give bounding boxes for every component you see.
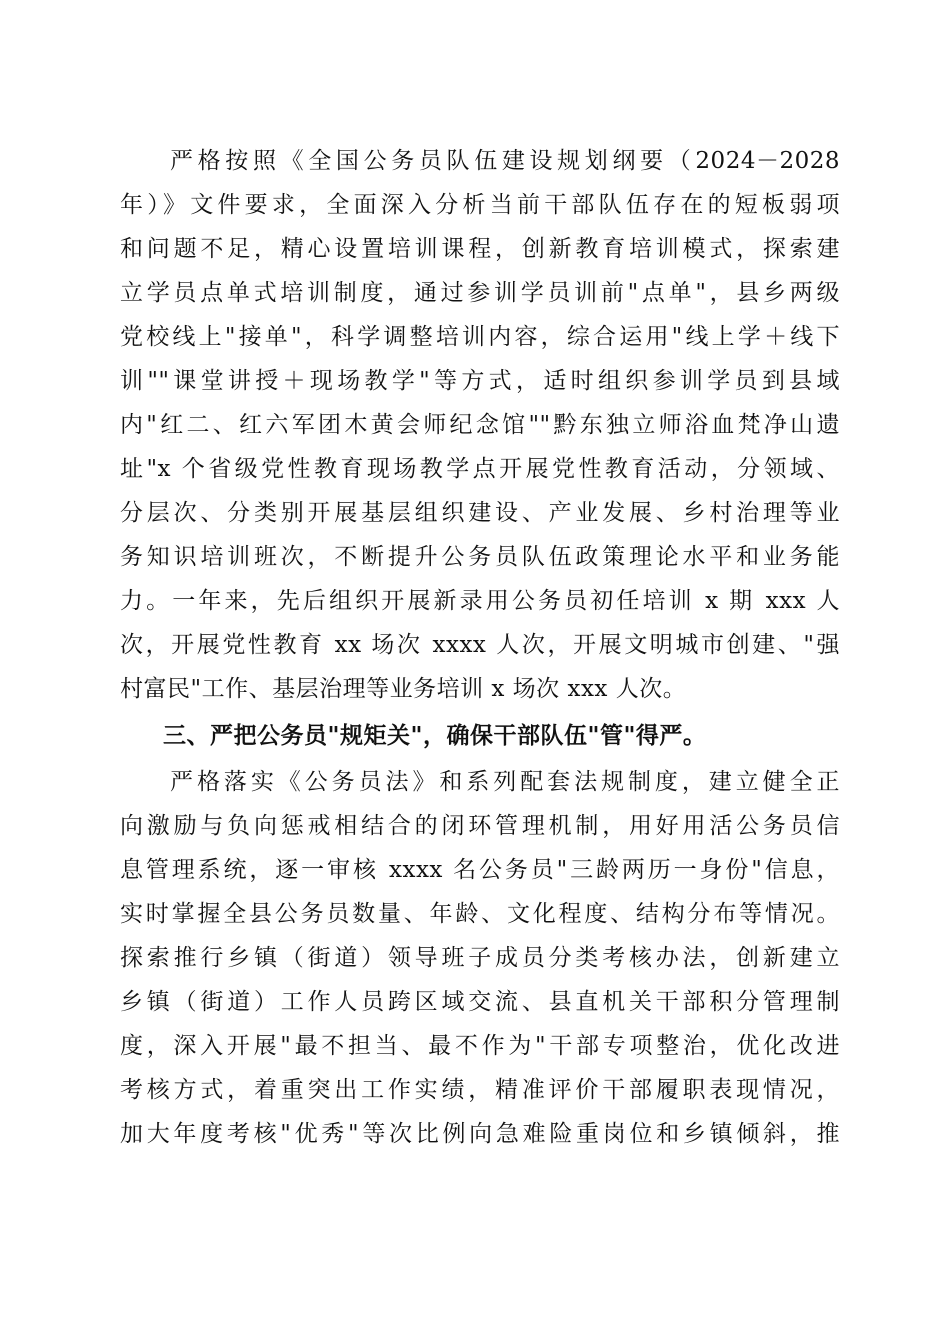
paragraph-1-line-10: 务知识培训班次，不断提升公务员队伍政策理论水平和业务能 <box>120 544 840 570</box>
paragraph-2-line-2: 向激励与负向惩戒相结合的闭环管理机制，用好用活公务员信 <box>120 813 840 839</box>
paragraph-1-line-11: 力。一年来，先后组织开展新录用公务员初任培训 x 期 xxx 人 <box>120 588 840 614</box>
paragraph-1-line-9: 分层次、分类别开展基层组织建设、产业发展、乡村治理等业 <box>120 500 840 526</box>
paragraph-2-line-8: 考核方式，着重突出工作实绩，精准评价干部履职表现情况， <box>120 1077 840 1103</box>
paragraph-1-line-8: 址"x 个省级党性教育现场教学点开展党性教育活动，分领域、 <box>120 456 840 482</box>
paragraph-1-line-2: 年）》文件要求，全面深入分析当前干部队伍存在的短板弱项 <box>120 192 840 218</box>
paragraph-1-line-12: 次，开展党性教育 xx 场次 xxxx 人次，开展文明城市创建、"强 <box>120 632 840 658</box>
paragraph-2-line-1: 严格落实《公务员法》和系列配套法规制度，建立健全正 <box>170 769 840 795</box>
paragraph-1-line-13: 村富民"工作、基层治理等业务培训 x 场次 xxx 人次。 <box>120 676 687 702</box>
paragraph-1-line-3: 和问题不足，精心设置培训课程，创新教育培训模式，探索建 <box>120 236 840 262</box>
paragraph-1-line-7: 内"红二、红六军团木黄会师纪念馆""黔东独立师浴血梵净山遗 <box>120 412 840 438</box>
section-heading-3: 三、严把公务员"规矩关"，确保干部队伍"管"得严。 <box>163 723 707 749</box>
paragraph-2-line-7: 度，深入开展"最不担当、最不作为"干部专项整治，优化改进 <box>120 1033 840 1059</box>
paragraph-2-line-4: 实时掌握全县公务员数量、年龄、文化程度、结构分布等情况。 <box>120 901 840 927</box>
paragraph-1-line-5: 党校线上"接单"，科学调整培训内容，综合运用"线上学＋线下 <box>120 324 840 350</box>
paragraph-2-line-9: 加大年度考核"优秀"等次比例向急难险重岗位和乡镇倾斜，推 <box>120 1121 840 1147</box>
paragraph-1-line-4: 立学员点单式培训制度，通过参训学员训前"点单"，县乡两级 <box>120 280 840 306</box>
paragraph-2-line-6: 乡镇（街道）工作人员跨区域交流、县直机关干部积分管理制 <box>120 989 840 1015</box>
paragraph-1-line-1: 严格按照《全国公务员队伍建设规划纲要（2024－2028 <box>170 148 840 174</box>
paragraph-2-line-5: 探索推行乡镇（街道）领导班子成员分类考核办法，创新建立 <box>120 945 840 971</box>
paragraph-2-line-3: 息管理系统，逐一审核 xxxx 名公务员"三龄两历一身份"信息， <box>120 857 840 883</box>
paragraph-1-line-6: 训""课堂讲授＋现场教学"等方式，适时组织参训学员到县域 <box>120 368 840 394</box>
